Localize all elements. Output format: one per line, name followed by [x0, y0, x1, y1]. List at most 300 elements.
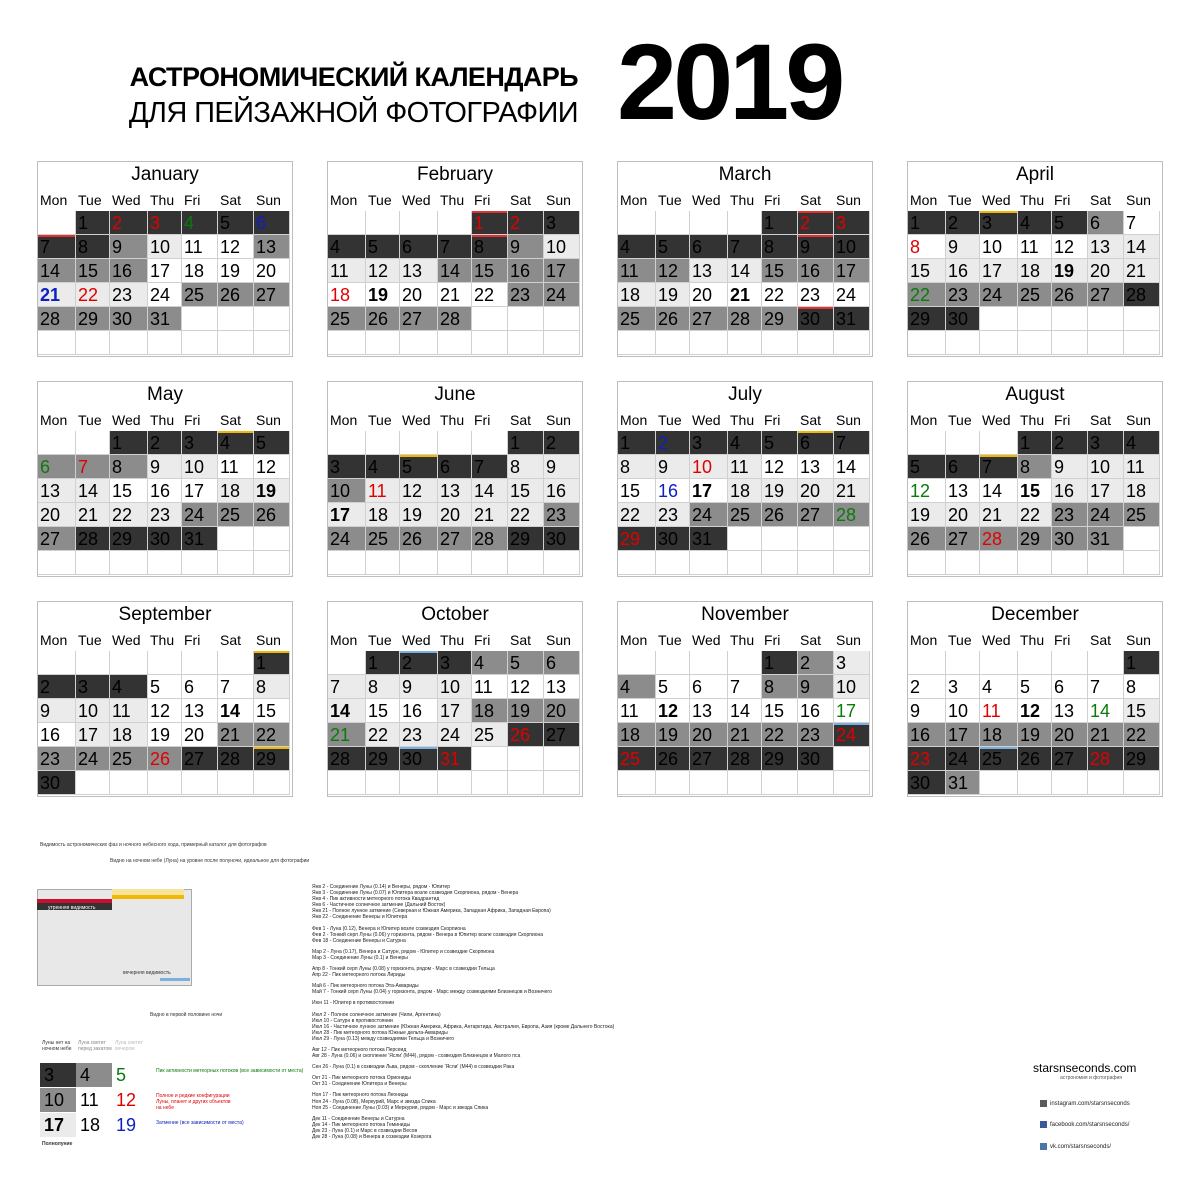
weekday-label: Fri: [184, 192, 201, 208]
empty-cell: [472, 747, 508, 771]
day-number: 30: [800, 309, 821, 329]
empty-cell: [1052, 307, 1088, 331]
day-number: 15: [764, 701, 785, 721]
day-cell: [400, 675, 438, 699]
day-cell: [508, 235, 544, 259]
event-line: Май 7 - Тонкий серп Луны (0.04) у горизонта, рядом - Марс между созвездиями Близнецов и Возничего: [312, 989, 552, 996]
day-cell: [182, 455, 218, 479]
empty-cell: [908, 331, 946, 355]
day-number: 5: [658, 237, 669, 257]
day-number: 27: [800, 505, 821, 525]
day-number: 21: [40, 285, 61, 305]
weekday-label: Wed: [112, 412, 141, 428]
weekday-label: Wed: [692, 632, 721, 648]
day-number: 29: [78, 309, 99, 329]
day-cell: [690, 723, 728, 747]
month-title: November: [701, 604, 789, 625]
day-cell: [148, 675, 182, 699]
day-cell: [946, 235, 980, 259]
day-number: 15: [910, 261, 931, 281]
weekday-label: Wed: [692, 192, 721, 208]
empty-cell: [254, 527, 290, 551]
day-cell: [618, 527, 656, 551]
day-cell: [690, 479, 728, 503]
empty-cell: [110, 551, 148, 575]
day-number: 19: [658, 725, 679, 745]
day-number: 29: [368, 749, 389, 769]
day-number: 14: [330, 701, 351, 721]
day-cell: [1088, 259, 1124, 283]
empty-cell: [656, 771, 690, 795]
legend-morning: утренняя видимость: [48, 905, 96, 911]
empty-cell: [618, 771, 656, 795]
day-number: 7: [1126, 213, 1137, 233]
day-cell: [254, 259, 290, 283]
day-number: 24: [546, 285, 567, 305]
day-cell: [946, 747, 980, 771]
day-number: 27: [256, 285, 277, 305]
empty-cell: [182, 551, 218, 575]
weekday-label: Sun: [836, 632, 861, 648]
empty-cell: [946, 651, 980, 675]
day-cell: [656, 723, 690, 747]
day-number: 7: [330, 677, 341, 697]
day-number: 25: [112, 749, 133, 769]
empty-cell: [908, 651, 946, 675]
day-number: 7: [730, 677, 741, 697]
day-number: 8: [368, 677, 379, 697]
day-cell: [728, 747, 762, 771]
day-number: 4: [730, 433, 741, 453]
empty-cell: [1088, 331, 1124, 355]
legend-col0: Луны нет на ночном небе: [42, 1040, 72, 1052]
day-number: 10: [836, 677, 857, 697]
weekday-label: Sat: [220, 632, 242, 648]
weekday-label: Sun: [256, 632, 281, 648]
day-number: 10: [330, 481, 351, 501]
empty-cell: [728, 771, 762, 795]
month-november: [617, 601, 873, 797]
day-cell: [218, 431, 254, 455]
day-cell: [38, 699, 76, 723]
night-tick: [798, 211, 833, 213]
night-tick: [38, 235, 75, 237]
day-cell: [946, 455, 980, 479]
day-cell: [38, 455, 76, 479]
day-number: 6: [184, 677, 195, 697]
day-cell: [38, 307, 76, 331]
day-cell: [76, 307, 110, 331]
day-number: 20: [40, 505, 61, 525]
day-cell: [218, 675, 254, 699]
empty-cell: [946, 331, 980, 355]
empty-cell: [38, 331, 76, 355]
day-cell: [762, 235, 798, 259]
night-tick: [834, 723, 869, 725]
day-number: 18: [368, 505, 389, 525]
day-cell: [328, 259, 366, 283]
day-number: 7: [1090, 677, 1101, 697]
day-number: 24: [330, 529, 351, 549]
weekday-label: Thu: [1020, 632, 1045, 648]
day-cell: [618, 723, 656, 747]
empty-cell: [656, 211, 690, 235]
weekday-label: Mon: [910, 632, 938, 648]
legend-cell: 3: [40, 1063, 76, 1087]
instagram-link[interactable]: [1040, 1100, 1130, 1107]
day-number: 16: [910, 725, 931, 745]
day-number: 2: [402, 653, 413, 673]
month-july: [617, 381, 873, 577]
day-number: 2: [800, 653, 811, 673]
month-june: [327, 381, 583, 577]
empty-cell: [218, 551, 254, 575]
day-cell: [946, 479, 980, 503]
event-line: Фев 18 - Соединение Венеры и Сатурна: [312, 937, 406, 944]
empty-cell: [544, 771, 580, 795]
day-number: 1: [620, 433, 631, 453]
day-cell: [254, 211, 290, 235]
day-number: 31: [948, 773, 969, 793]
day-cell: [400, 651, 438, 675]
event-line: Июл 2 - Полное солнечное затмение (Чили, Аргентина): [312, 1011, 441, 1018]
day-number: 30: [112, 309, 133, 329]
day-cell: [1088, 283, 1124, 307]
day-cell: [656, 431, 690, 455]
day-number: 23: [402, 725, 423, 745]
weekday-label: Fri: [1054, 632, 1071, 648]
day-cell: [1018, 527, 1052, 551]
day-number: 6: [1054, 677, 1065, 697]
vk-link[interactable]: [1040, 1143, 1111, 1150]
day-number: 23: [150, 505, 171, 525]
day-number: 21: [730, 285, 751, 305]
day-number: 11: [474, 677, 493, 697]
day-cell: [1018, 431, 1052, 455]
day-cell: [218, 455, 254, 479]
day-cell: [438, 235, 472, 259]
day-cell: [834, 651, 870, 675]
day-cell: [762, 503, 798, 527]
day-cell: [980, 235, 1018, 259]
day-cell: [1088, 235, 1124, 259]
day-cell: [438, 527, 472, 551]
night-tick: [980, 747, 1017, 749]
day-cell: [508, 699, 544, 723]
day-number: 7: [982, 457, 993, 477]
month-september: [37, 601, 293, 797]
month-title: July: [728, 384, 762, 405]
month-title: August: [1005, 384, 1065, 405]
day-cell: [946, 699, 980, 723]
day-cell: [366, 307, 400, 331]
night-tick: [980, 211, 1017, 213]
day-cell: [908, 307, 946, 331]
empty-cell: [508, 551, 544, 575]
day-cell: [472, 723, 508, 747]
day-cell: [1124, 235, 1160, 259]
day-number: 14: [730, 261, 751, 281]
day-number: 9: [800, 237, 811, 257]
empty-cell: [366, 771, 400, 795]
day-number: 18: [982, 725, 1003, 745]
day-number: 14: [982, 481, 1003, 501]
day-number: 7: [474, 457, 485, 477]
weekday-label: Fri: [474, 632, 491, 648]
day-number: 9: [546, 457, 557, 477]
day-number: 19: [1020, 725, 1041, 745]
night-tick: [980, 455, 1017, 457]
empty-cell: [656, 651, 690, 675]
weekday-label: Sun: [546, 412, 571, 428]
day-cell: [1018, 283, 1052, 307]
empty-cell: [618, 551, 656, 575]
night-tick: [218, 431, 253, 433]
legend-evening: вечерняя видимость: [123, 970, 171, 976]
day-cell: [728, 431, 762, 455]
day-number: 5: [510, 653, 521, 673]
day-cell: [1124, 259, 1160, 283]
day-number: 3: [948, 677, 959, 697]
month-title: March: [718, 164, 772, 185]
empty-cell: [366, 551, 400, 575]
weekday-label: Tue: [658, 632, 682, 648]
empty-cell: [834, 771, 870, 795]
day-cell: [1018, 503, 1052, 527]
day-cell: [834, 699, 870, 723]
day-number: 9: [800, 677, 811, 697]
day-cell: [946, 723, 980, 747]
day-cell: [254, 675, 290, 699]
legend-note: Видно на ночном небе (Луна) на уровне после полуночи, идеальное для фотографии: [110, 858, 310, 864]
day-number: 7: [220, 677, 231, 697]
empty-cell: [472, 771, 508, 795]
empty-cell: [400, 211, 438, 235]
day-cell: [1018, 455, 1052, 479]
empty-cell: [438, 431, 472, 455]
weekday-label: Sat: [510, 632, 532, 648]
day-cell: [1124, 431, 1160, 455]
day-cell: [1052, 455, 1088, 479]
day-cell: [798, 699, 834, 723]
weekday-label: Sun: [546, 632, 571, 648]
day-cell: [656, 527, 690, 551]
day-number: 15: [620, 481, 641, 501]
empty-cell: [366, 431, 400, 455]
day-number: 24: [1090, 505, 1111, 525]
day-number: 8: [78, 237, 89, 257]
day-number: 15: [112, 481, 133, 501]
day-number: 15: [1126, 701, 1147, 721]
weekday-label: Sun: [1126, 632, 1151, 648]
day-number: 6: [440, 457, 451, 477]
weekday-label: Thu: [1020, 192, 1045, 208]
event-line: Дек 11 - Соединение Венеры и Сатурна: [312, 1115, 405, 1122]
day-cell: [1052, 259, 1088, 283]
empty-cell: [690, 551, 728, 575]
day-number: 6: [40, 457, 51, 477]
day-number: 28: [474, 529, 495, 549]
day-cell: [438, 699, 472, 723]
day-number: 31: [184, 529, 205, 549]
day-number: 9: [150, 457, 161, 477]
weekday-label: Wed: [982, 192, 1011, 208]
day-number: 29: [764, 309, 785, 329]
weekday-label: Mon: [40, 192, 68, 208]
month-title: January: [131, 164, 199, 185]
weekday-label: Wed: [112, 632, 141, 648]
day-cell: [182, 431, 218, 455]
weekday-label: Wed: [982, 412, 1011, 428]
day-number: 28: [330, 749, 351, 769]
day-number: 30: [948, 309, 969, 329]
day-number: 31: [836, 309, 857, 329]
day-number: 22: [256, 725, 277, 745]
day-number: 13: [546, 677, 567, 697]
weekday-label: Sat: [800, 412, 822, 428]
night-tick: [798, 307, 833, 309]
weekday-label: Mon: [620, 412, 648, 428]
day-cell: [38, 259, 76, 283]
day-number: 20: [1090, 261, 1111, 281]
day-cell: [980, 479, 1018, 503]
day-cell: [400, 503, 438, 527]
empty-cell: [728, 211, 762, 235]
day-number: 11: [112, 701, 131, 721]
brand-site[interactable]: starsnseconds.com: [1033, 1061, 1137, 1075]
day-cell: [182, 235, 218, 259]
empty-cell: [182, 331, 218, 355]
day-number: 10: [78, 701, 99, 721]
day-number: 26: [1054, 285, 1075, 305]
day-cell: [182, 723, 218, 747]
day-cell: [148, 431, 182, 455]
day-number: 4: [368, 457, 379, 477]
day-cell: [908, 259, 946, 283]
day-number: 11: [982, 701, 1001, 721]
day-cell: [1088, 675, 1124, 699]
day-cell: [366, 747, 400, 771]
day-number: 11: [620, 701, 639, 721]
weekday-label: Wed: [982, 632, 1011, 648]
weekday-label: Mon: [330, 412, 358, 428]
empty-cell: [508, 307, 544, 331]
day-number: 1: [78, 213, 89, 233]
day-cell: [218, 235, 254, 259]
day-cell: [76, 235, 110, 259]
day-number: 12: [402, 481, 423, 501]
weekday-label: Sat: [1090, 192, 1112, 208]
day-cell: [690, 503, 728, 527]
day-cell: [508, 283, 544, 307]
day-cell: [728, 723, 762, 747]
day-cell: [182, 503, 218, 527]
day-number: 8: [1126, 677, 1137, 697]
day-number: 11: [1020, 237, 1039, 257]
day-cell: [834, 211, 870, 235]
empty-cell: [1088, 551, 1124, 575]
day-number: 11: [1126, 457, 1145, 477]
day-number: 16: [150, 481, 171, 501]
day-cell: [946, 503, 980, 527]
day-number: 1: [112, 433, 123, 453]
day-number: 22: [1126, 725, 1147, 745]
day-cell: [1018, 235, 1052, 259]
day-cell: [472, 283, 508, 307]
day-cell: [618, 283, 656, 307]
day-cell: [254, 723, 290, 747]
day-cell: [1052, 211, 1088, 235]
day-cell: [908, 747, 946, 771]
weekday-label: Sun: [546, 192, 571, 208]
day-number: 1: [910, 213, 921, 233]
facebook-link[interactable]: [1040, 1121, 1129, 1128]
day-cell: [728, 283, 762, 307]
day-number: 10: [184, 457, 205, 477]
weekday-label: Fri: [184, 412, 201, 428]
empty-cell: [544, 331, 580, 355]
day-cell: [834, 235, 870, 259]
empty-cell: [110, 771, 148, 795]
empty-cell: [182, 771, 218, 795]
day-number: 12: [368, 261, 389, 281]
day-cell: [656, 479, 690, 503]
day-number: 4: [220, 433, 231, 453]
day-cell: [1124, 503, 1160, 527]
weekday-label: Wed: [112, 192, 141, 208]
day-number: 12: [1020, 701, 1041, 721]
weekday-label: Tue: [78, 412, 102, 428]
day-cell: [618, 699, 656, 723]
empty-cell: [762, 551, 798, 575]
day-cell: [110, 747, 148, 771]
day-number: 28: [440, 309, 461, 329]
empty-cell: [328, 551, 366, 575]
day-cell: [946, 283, 980, 307]
day-cell: [148, 455, 182, 479]
day-cell: [656, 455, 690, 479]
day-number: 13: [692, 701, 713, 721]
day-number: 31: [440, 749, 461, 769]
day-cell: [908, 503, 946, 527]
day-number: 22: [910, 285, 931, 305]
day-number: 17: [982, 261, 1003, 281]
day-cell: [656, 747, 690, 771]
day-cell: [110, 503, 148, 527]
day-cell: [946, 771, 980, 795]
day-cell: [980, 503, 1018, 527]
empty-cell: [834, 551, 870, 575]
day-number: 16: [510, 261, 531, 281]
day-cell: [38, 527, 76, 551]
day-number: 27: [402, 309, 423, 329]
day-number: 23: [948, 285, 969, 305]
month-february: [327, 161, 583, 357]
weekday-label: Mon: [910, 412, 938, 428]
empty-cell: [762, 331, 798, 355]
empty-cell: [544, 551, 580, 575]
day-number: 27: [948, 529, 969, 549]
day-number: 24: [184, 505, 205, 525]
day-cell: [472, 503, 508, 527]
day-cell: [328, 455, 366, 479]
day-number: 24: [692, 505, 713, 525]
day-cell: [182, 283, 218, 307]
day-number: 30: [40, 773, 61, 793]
instagram-label: instagram.com/starsnseconds: [1050, 1101, 1130, 1108]
day-number: 19: [510, 701, 531, 721]
day-number: 20: [1054, 725, 1075, 745]
